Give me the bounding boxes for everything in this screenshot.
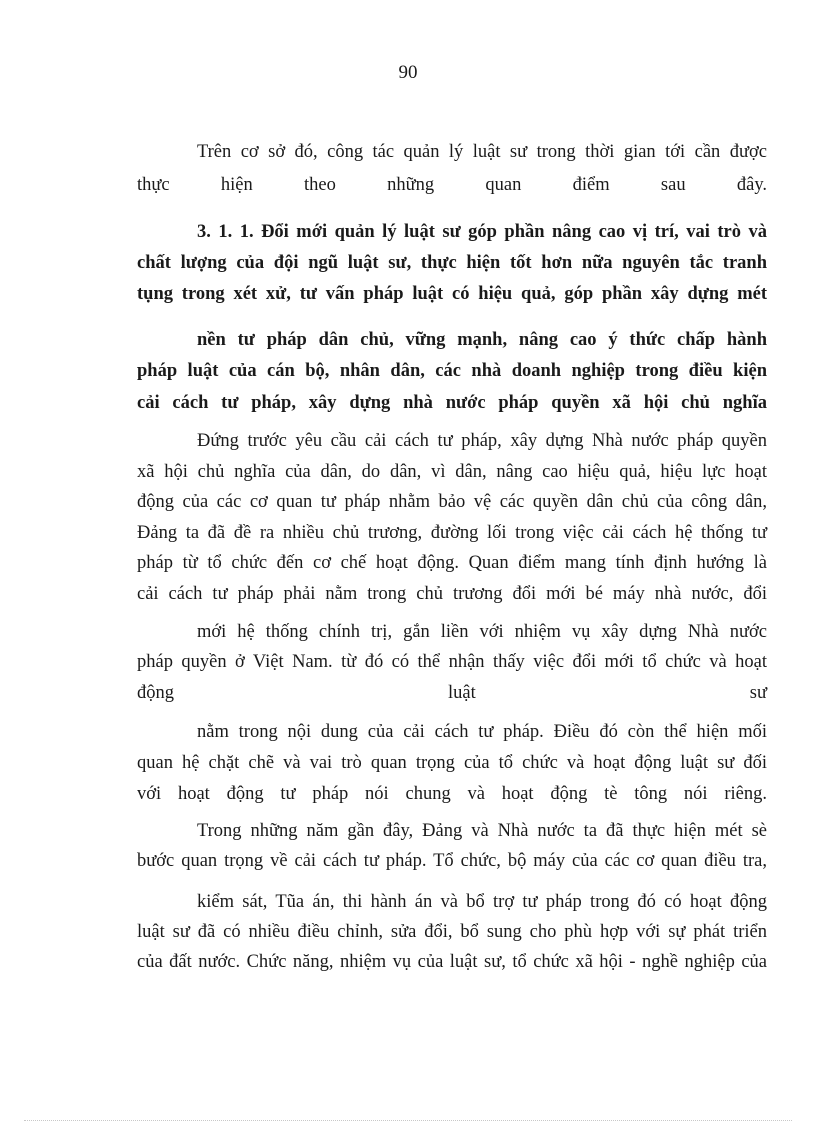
section-heading-line: chất lượng của đội ngũ luật sư, thực hiện tốt hơn nữa nguyên tắc tranh	[137, 253, 767, 273]
text-line: với hoạt động tư pháp nói chung và hoạt động tè tông nói riêng.	[137, 784, 767, 804]
section-heading-line: pháp luật của cán bộ, nhân dân, các nhà doanh nghiệp trong điều kiện	[137, 361, 767, 381]
text-line: quan hệ chặt chẽ và vai trò quan trọng của tổ chức và hoạt động luật sư đối	[137, 753, 767, 773]
text-line: Đứng trước yêu cầu cải cách tư pháp, xây dựng Nhà nước pháp quyền	[197, 431, 767, 451]
text-line: của đất nước. Chức năng, nhiệm vụ của luật sư, tổ chức xã hội - nghề nghiệp của	[137, 952, 767, 972]
text-line: cải cách tư pháp phải nằm trong chủ trương đổi mới bé máy nhà nước, đổi	[137, 584, 767, 604]
text-line: động của các cơ quan tư pháp nhằm bảo vệ các quyền dân chủ của công dân,	[137, 492, 767, 512]
section-heading-line: tụng trong xét xử, tư vấn pháp luật có hiệu quả, góp phần xây dựng mét	[137, 284, 767, 304]
text-line: xã hội chủ nghĩa của dân, do dân, vì dân, nâng cao hiệu quả, hiệu lực hoạt	[137, 462, 767, 482]
text-line: kiểm sát, Tũa án, thi hành án và bổ trợ tư pháp trong đó có hoạt động	[197, 892, 767, 912]
section-heading-line: cải cách tư pháp, xây dựng nhà nước pháp quyền xã hội chủ nghĩa	[137, 393, 767, 413]
text-line: động luật sư	[137, 683, 767, 703]
text-line: Trên cơ sở đó, công tác quản lý luật sư trong thời gian tới cần được	[197, 142, 767, 162]
text-line: luật sư đã có nhiều điều chỉnh, sửa đổi, bổ sung cho phù hợp với sự phát triển	[137, 922, 767, 942]
text-line: bước quan trọng về cải cách tư pháp. Tổ chức, bộ máy của các cơ quan điều tra,	[137, 851, 767, 871]
text-line: pháp quyền ở Việt Nam. từ đó có thể nhận thấy việc đổi mới tổ chức và hoạt	[137, 652, 767, 672]
section-heading-line: nền tư pháp dân chủ, vững mạnh, nâng cao ý thức chấp hành	[197, 330, 767, 350]
text-line: thực hiện theo những quan điểm sau đây.	[137, 175, 767, 195]
text-line: mới hệ thống chính trị, gắn liền với nhiệm vụ xây dựng Nhà nước	[197, 622, 767, 642]
page-number: 90	[398, 62, 418, 83]
page-bottom-rule	[24, 1120, 792, 1121]
text-line: nằm trong nội dung của cải cách tư pháp. Điều đó còn thể hiện mối	[197, 722, 767, 742]
text-line: pháp từ tổ chức đến cơ chế hoạt động. Quan điểm mang tính định hướng là	[137, 553, 767, 573]
text-line: Trong những năm gần đây, Đảng và Nhà nước ta đã thực hiện mét sè	[197, 821, 767, 841]
section-heading-line: 3. 1. 1. Đổi mới quản lý luật sư góp phần nâng cao vị trí, vai trò và	[197, 222, 767, 242]
text-line: Đảng ta đã đề ra nhiều chủ trương, đường lối trong việc cải cách hệ thống tư	[137, 523, 767, 543]
